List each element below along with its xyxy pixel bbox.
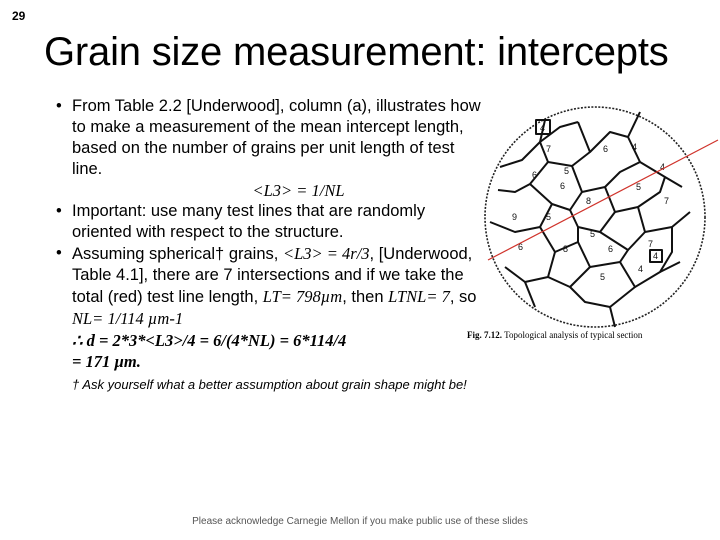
grain-boundaries xyxy=(490,112,690,327)
mean-intercept-equation: <L3> = 4r/3 xyxy=(282,244,370,263)
slide-body xyxy=(40,96,485,393)
grain-label: 6 xyxy=(560,181,566,191)
intersection-count-equation: LTNL= 7 xyxy=(388,287,450,306)
bullet-dot: • xyxy=(56,202,62,220)
grain-label: 8 xyxy=(563,244,569,254)
slide-number: 29 xyxy=(12,9,26,23)
nl-value: NL= 1/114 µm-1 xyxy=(72,309,184,328)
grain-label: 5 xyxy=(636,182,642,192)
grain-label: 8 xyxy=(586,196,592,206)
grain-label: 7 xyxy=(664,196,670,206)
figure-number: Fig. 7.12. xyxy=(467,330,502,340)
section-circle xyxy=(485,107,705,327)
grain-label: 6 xyxy=(603,144,609,154)
bullet-3-text-c: , then xyxy=(342,288,389,306)
grain-label: 4 xyxy=(660,162,666,172)
bullet-dot: • xyxy=(56,244,62,262)
intercept-equation: <L3> = 1/NL xyxy=(252,181,345,200)
grain-label: 5 xyxy=(590,229,596,239)
grain-label: 6 xyxy=(518,242,524,252)
grain-label: 5 xyxy=(546,212,552,222)
grain-label: 5 xyxy=(564,166,570,176)
grain-label: 4 xyxy=(540,123,546,133)
grain-label: 4 xyxy=(638,264,644,274)
bullet-random-lines xyxy=(40,201,485,243)
grain-diameter-formula: ∴ d = 2*3*<L3>/4 = 6/(4*NL) = 6*114/4 xyxy=(72,331,347,350)
grain-label: 5 xyxy=(600,272,606,282)
bullet-3-text-a: Assuming spherical† grains, xyxy=(72,245,283,263)
slide-title: Grain size measurement: intercepts xyxy=(44,30,669,74)
grain-label: 6 xyxy=(608,244,614,254)
grain-label: 7 xyxy=(546,144,552,154)
bullet-dot: • xyxy=(56,97,62,115)
figure-caption-text: Topological analysis of typical section xyxy=(504,330,643,340)
grain-label: 4 xyxy=(632,142,638,152)
figure-caption xyxy=(467,330,720,340)
grain-label: 4 xyxy=(653,251,659,261)
bullet-1-text: From Table 2.2 [Underwood], column (a), illustrates how to make a measurement of the mean intercept length, based on the number of grains per unit length of test line. xyxy=(72,97,481,178)
bullet-3-text-b: , [Underwood, Table 4.1], there are 7 intersections and if we take the total (red) test line length, xyxy=(72,245,473,306)
bullet-2-text: Important: use many test lines that are randomly oriented with respect to the structure. xyxy=(72,202,426,241)
bullet-spherical-grains xyxy=(40,243,485,330)
red-test-line xyxy=(488,140,718,260)
bullet-3-text-d: , so xyxy=(449,288,477,306)
grain-label: 6 xyxy=(532,170,538,180)
grain-label: 9 xyxy=(512,212,518,222)
bullet-table-intercept xyxy=(40,96,485,201)
acknowledgement-footer: Please acknowledge Carnegie Mellon if you make public use of these slides xyxy=(192,516,528,527)
grain-diameter-result: = 171 µm. xyxy=(72,352,141,371)
grain-label: 7 xyxy=(648,239,654,249)
test-line-length: LT= 798µm xyxy=(262,287,343,306)
grain-structure-figure xyxy=(460,92,720,354)
footnote: † Ask yourself what a better assumption about grain shape might be! xyxy=(72,377,467,392)
